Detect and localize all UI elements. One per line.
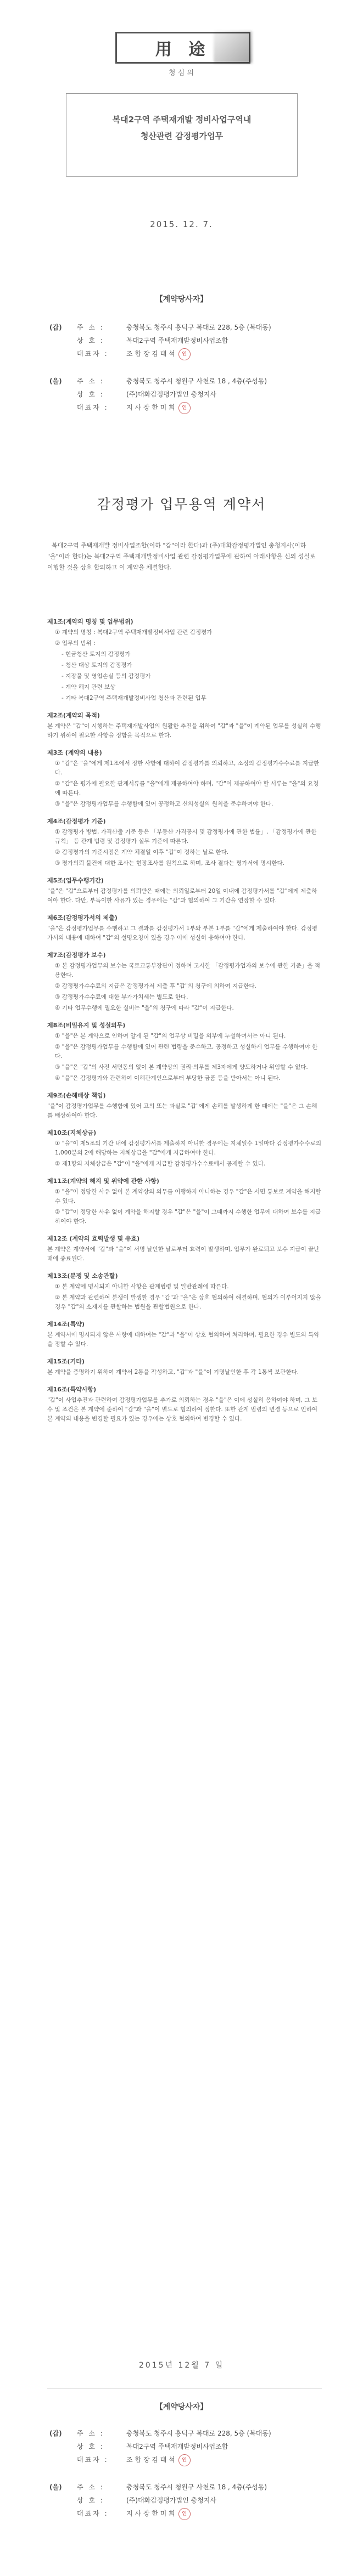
article-title: 제8조(비밀유지 및 성실의무) [47, 1022, 126, 1029]
party-field-text: 충청북도 청주시 흥덕구 복대로 228, 5층 (복대동) [126, 324, 271, 331]
party-field-text: (주)대화감정평가법인 충청지사 [126, 2496, 216, 2504]
cover-date: 2015. 12. 7. [150, 219, 213, 229]
party-field-label: 상 호 : [77, 2496, 104, 2504]
party-field-label: 주 소 : [77, 377, 104, 385]
article-title: 제4조(감정평가 기준) [47, 818, 106, 825]
contract-article [47, 1357, 322, 1377]
party-field-label: 상 호 : [77, 2443, 104, 2450]
article-line: "을"은 "갑"으로부터 감정평가를 의뢰받은 때에는 의뢰일로부터 20일 이내에 감정평가서를 "갑"에게 제출하여야 한다. 다만, 부득이한 사유가 있는 경우에는 "갑"과 협의하여 그 기간을 연장할 수 있다. [47, 888, 317, 904]
contract-article [47, 817, 322, 868]
party-row [49, 2494, 324, 2507]
article-title: 제5조(업무수행기간) [47, 877, 104, 884]
seal-stamp: 인 [178, 348, 191, 360]
article-line: ③ 평가의뢰 물건에 대한 조사는 현장조사를 원칙으로 하며, 조사 결과는 평가서에 명시한다. [55, 860, 284, 867]
article-line: "을"은 감정평가업무를 수행하고 그 결과를 감정평가서 1부와 부본 1부를 "갑"에게 제출하여야 한다. 감정평가서의 내용에 대하여 "갑"의 설명요청이 있을 경우 이에 성실히 응하여야 한다. [47, 925, 317, 941]
divider [47, 2388, 322, 2389]
contract-articles [47, 617, 322, 1431]
contract-article [47, 1320, 322, 1349]
party-block [49, 321, 324, 360]
party-field-label: 대표자 : [77, 404, 109, 411]
party-field-value [126, 2440, 324, 2453]
article-line: "을"이 감정평가업무를 수행함에 있어 고의 또는 과실로 "갑"에게 손해를 발생하게 한 때에는 "을"은 그 손해를 배상하여야 한다. [47, 1103, 317, 1119]
article-title: 제6조(감정평가서의 제출) [47, 914, 118, 921]
article-line: - 현금청산 토지의 감정평가 [62, 651, 131, 658]
party-field-value [126, 2481, 324, 2494]
article-line: ② 감정평가수수료의 지급은 감정평가서 제출 후 "갑"의 청구에 의하여 지급한다. [55, 983, 256, 989]
article-title: 제3조 (계약의 내용) [47, 749, 102, 756]
party-row [49, 375, 324, 388]
party-role: (을) [49, 2483, 62, 2491]
party-row [49, 401, 324, 414]
article-line: ③ "을"은 감정평가업무를 수행함에 있어 공정하고 신의성실의 원칙을 준수하여야 한다. [55, 801, 273, 807]
party-row [49, 2427, 324, 2440]
party-field-text: 복대2구역 주택재개발정비사업조합 [126, 2443, 228, 2450]
party-field-text: 지 사 장 한 미 희 [126, 2510, 175, 2517]
party-row [49, 321, 324, 334]
party-field-text: 충청북도 청주시 청원구 사천로 18 , 4층(주성동) [126, 2483, 267, 2491]
party-field-value [126, 2427, 324, 2440]
party-role [49, 388, 77, 401]
article-line: - 기타 복대2구역 주택재개발정비사업 청산과 관련된 업무 [62, 695, 206, 701]
seal-stamp: 인 [178, 2454, 191, 2466]
party-header: 【계약당사자】 [155, 295, 208, 304]
party-field-label: 주 소 : [77, 2483, 104, 2491]
contract-title: 감정평가 업무용역 계약서 [97, 496, 266, 512]
article-title: 제14조(특약) [47, 1321, 85, 1328]
party-field-value [126, 334, 324, 347]
article-line: 본 계약은 "갑"이 시행하는 주택재개발사업의 원활한 추진을 위하여 "갑"과 "을"이 계약된 업무를 성실히 수행하기 위하여 필요한 사항을 정함을 목적으로 한다. [47, 723, 321, 739]
party-row [49, 2481, 324, 2494]
cover-stamp-title [115, 32, 250, 64]
party-field-text: 복대2구역 주택재개발정비사업조합 [126, 337, 228, 344]
party-field-value [126, 388, 324, 401]
party-role [49, 2453, 77, 2466]
contract-article [47, 1271, 322, 1312]
article-title: 제11조(계약의 해지 및 위약에 관한 사항) [47, 1177, 159, 1185]
article-line: ① 감정평가 방법, 가격산출 기준 등은 「부동산 가격공시 및 감정평가에 관한 법률」, 「감정평가에 관한 규칙」 등 관계 법령 및 감정평가 실무 기준에 따른다. [55, 829, 317, 845]
cover-banner-line: 청산관련 감정평가업무 [140, 131, 224, 141]
party-role [49, 2507, 77, 2520]
article-title: 제13조(분쟁 및 소송관할) [47, 1272, 118, 1279]
contract-article [47, 1385, 322, 1424]
article-line: ④ 기타 업무수행에 필요한 실비는 "을"의 청구에 따라 "갑"이 지급한다. [55, 1005, 234, 1011]
article-title: 제9조(손해배상 책임) [47, 1092, 106, 1099]
cover-banner-lines [66, 111, 297, 144]
contract-article [47, 950, 322, 1013]
party-field-label: 주 소 : [77, 324, 104, 331]
cover-stamp-text: 用 途 [155, 40, 211, 59]
seal-stamp: 인 [178, 2508, 191, 2520]
contract-article [47, 617, 322, 703]
cover-subtext: 청 심 의 [169, 69, 194, 77]
party-role: (갑) [49, 324, 62, 331]
article-line: ③ "을"은 "갑"의 사전 서면동의 없이 본 계약상의 권리·의무를 제3자에게 양도하거나 위임할 수 없다. [55, 1064, 308, 1071]
party-role [49, 401, 77, 414]
contract-article [47, 1091, 322, 1120]
party-field-value [126, 401, 324, 414]
article-line: ① 본 계약에 명시되지 아니한 사항은 관계법령 및 일반관례에 따른다. [55, 1283, 229, 1290]
party-field-label: 대표자 : [77, 2456, 109, 2464]
party-field-label: 상 호 : [77, 337, 104, 344]
party-row [49, 347, 324, 360]
contract-article [47, 1128, 322, 1169]
article-line: 본 계약은 계약서에 "갑"과 "을"이 서명 날인한 날로부터 효력이 발생하며, 업무가 완료되고 보수 지급이 끝난 때에 종료된다. [47, 1246, 320, 1262]
party-role [49, 347, 77, 360]
article-line: ① 본 감정평가업무의 보수는 국토교통부장관이 정하여 고시한 「감정평가업자의 보수에 관한 기준」을 적용한다. [55, 963, 320, 978]
party-block [49, 2481, 324, 2520]
article-line: - 청산 대상 토지의 감정평가 [62, 662, 132, 669]
party-field-text: (주)대화감정평가법인 충청지사 [126, 390, 216, 398]
party-role [49, 334, 77, 347]
contract-article [47, 1176, 322, 1226]
contract-article [47, 1234, 322, 1264]
party-row [49, 2453, 324, 2466]
contract-article [47, 876, 322, 905]
article-line: 본 계약서에 명시되지 않은 사항에 대하여는 "갑"과 "을"이 상호 협의하여 처리하며, 필요한 경우 별도의 특약을 정할 수 있다. [47, 1332, 320, 1348]
contract-article [47, 913, 322, 943]
article-title: 제15조(기타) [47, 1358, 85, 1365]
article-line: - 지장물 및 영업손실 등의 감정평가 [62, 673, 151, 680]
contract-article [47, 1021, 322, 1083]
party-field-label: 대표자 : [77, 2510, 109, 2517]
party-block [49, 375, 324, 414]
article-title: 제12조 (계약의 효력발생 및 유효) [47, 1235, 140, 1242]
party-field-text: 충청북도 청주시 청원구 사천로 18 , 4층(주성동) [126, 377, 267, 385]
article-title: 제7조(감정평가 보수) [47, 952, 106, 959]
party-field-value [126, 2453, 324, 2466]
party-field-value [126, 2507, 324, 2520]
party-field-value [126, 321, 324, 334]
article-line: ② 제1항의 지체상금은 "갑"이 "을"에게 지급할 감정평가수수료에서 공제할 수 있다. [55, 1160, 266, 1167]
contract-preamble: 복대2구역 주택재개발 정비사업조합(이하 "갑"이라 한다)과 (주)대화감정평가법인 충청지사(이하 "을"이라 한다)는 복대2구역 주택재개발정비사업 관련 감정평가업무에 관하여 아래사항을 신의 성실로 이행할 것을 상호 합의하고 이 계약을 체결한다. [47, 542, 316, 571]
article-line: ① "을"이 제5조의 기간 내에 감정평가서를 제출하지 아니한 경우에는 지체일수 1일마다 감정평가수수료의 1,000분의 2에 해당하는 지체상금을 "갑"에게 지급하여야 한다. [55, 1140, 322, 1156]
cover-banner [66, 93, 298, 177]
article-line: ① "갑"은 "을"에게 제1조에서 정한 사항에 대하여 감정평가를 의뢰하고, 소정의 감정평가수수료를 지급한다. [55, 760, 320, 776]
contract-article [47, 748, 322, 809]
article-line: ② 본 계약과 관련하여 분쟁이 발생할 경우 "갑"과 "을"은 상호 협의하여 해결하며, 협의가 이루어지지 않을 경우 "갑"의 소재지를 관할하는 법원을 관할법원으로 한다. [55, 1294, 321, 1310]
article-line: ② 감정평가의 기준시점은 계약 체결일 이후 "갑"이 정하는 날로 한다. [55, 849, 229, 856]
party-field-value [126, 2494, 324, 2507]
party-row [49, 334, 324, 347]
article-line: ④ "을"은 감정평가와 관련하여 이해관계인으로부터 부당한 금품 등을 받아서는 아니 된다. [55, 1075, 281, 1082]
article-line: ② "을"은 감정평가업무를 수행함에 있어 관련 법령을 준수하고, 공정하고 성실하게 업무를 수행하여야 한다. [55, 1044, 318, 1060]
article-line: ② "갑"이 정당한 사유 없이 계약을 해지할 경우 "갑"은 "을"이 그때까지 수행한 업무에 대하여 보수를 지급하여야 한다. [55, 1209, 321, 1225]
party-row [49, 388, 324, 401]
party-role [49, 2494, 77, 2507]
cover-banner-line: 복대2구역 주택재개발 정비사업구역내 [112, 115, 252, 124]
party-field-value [126, 375, 324, 388]
article-title: 제1조(계약의 명칭 및 업무범위) [47, 618, 133, 625]
party-header-bottom: 【계약당사자】 [155, 2403, 208, 2411]
party-field-label: 상 호 : [77, 390, 104, 398]
article-line: - 계약 해지 관련 보상 [62, 684, 116, 690]
article-title: 제2조(계약의 목적) [47, 712, 100, 719]
party-field-label: 대표자 : [77, 350, 109, 358]
party-field-text: 충청북도 청주시 흥덕구 복대로 228, 5층 (복대동) [126, 2430, 271, 2437]
parties-top [49, 321, 324, 428]
parties-bottom [49, 2427, 324, 2534]
article-line: "갑"이 사업추진과 관련하여 감정평가업무를 추가로 의뢰하는 경우 "을"은 이에 성실히 응하여야 하며, 그 보수 및 조건은 본 계약에 준하여 "갑"과 "을"이 별도로 협의하여 정한다. 또한 관계 법령의 변경 등으로 인하여 본 계약의 내용을 변경할 필요가 있는 경우에는 상호 협의하여 변경할 수 있다. [47, 1397, 318, 1422]
article-line: ① 계약의 명칭 : 복대2구역 주택재개발정비사업 관련 감정평가 [55, 629, 213, 636]
party-field-text: 조 합 장 김 태 석 [126, 350, 175, 358]
party-field-label: 주 소 : [77, 2430, 104, 2437]
article-line: 본 계약을 증명하기 위하여 계약서 2통을 작성하고, "갑"과 "을"이 기명날인한 후 각 1통씩 보관한다. [47, 1369, 299, 1375]
article-line: ③ 감정평가수수료에 대한 부가가치세는 별도로 한다. [55, 994, 188, 1000]
signing-date: 2015년 12월 7 일 [138, 2361, 225, 2370]
article-title: 제16조(특약사항) [47, 1386, 97, 1393]
seal-stamp: 인 [178, 402, 191, 414]
party-block [49, 2427, 324, 2466]
party-row [49, 2507, 324, 2520]
article-line: ② "갑"은 평가에 필요한 관계서류를 "을"에게 제공하여야 하며, "갑"이 제공하여야 할 서류는 "을"의 요청에 따른다. [55, 780, 319, 796]
scan-smudge [214, 31, 252, 63]
article-line: ① "을"이 정당한 사유 없이 본 계약상의 의무를 이행하지 아니하는 경우 "갑"은 서면 통보로 계약을 해지할 수 있다. [55, 1188, 321, 1204]
party-field-text: 조 합 장 김 태 석 [126, 2456, 175, 2464]
party-row [49, 2440, 324, 2453]
party-role [49, 2440, 77, 2453]
article-title: 제10조(지체상금) [47, 1129, 97, 1136]
party-field-text: 지 사 장 한 미 희 [126, 404, 175, 411]
party-role: (을) [49, 377, 62, 385]
contract-article [47, 711, 322, 740]
article-line: ① "을"은 본 계약으로 인하여 알게 된 "갑"의 업무상 비밀을 외부에 누설하여서는 아니 된다. [55, 1033, 286, 1039]
party-field-value [126, 347, 324, 360]
party-role: (갑) [49, 2430, 62, 2437]
article-line: ② 업무의 범위 : [55, 640, 96, 647]
